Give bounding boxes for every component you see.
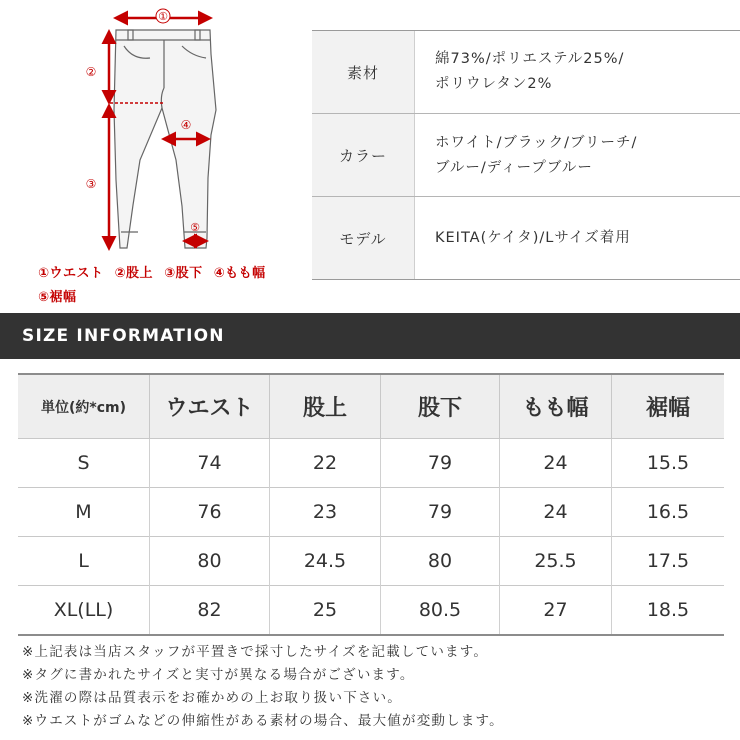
note-line: ※タグに書かれたサイズと実寸が異なる場合がございます。 — [22, 667, 415, 683]
header-hem: 裾幅 — [612, 374, 725, 439]
table-cell: 80 — [150, 537, 270, 586]
note-line: ※ウエストがゴムなどの伸縮性がある素材の場合、最大値が変動します。 — [22, 713, 504, 729]
spec-value-color — [415, 114, 740, 197]
legend-line-2 — [38, 286, 77, 305]
spec-key-material: 素材 — [312, 31, 415, 113]
size-table — [18, 373, 724, 636]
legend-hem: ⑤裾幅 — [38, 290, 77, 305]
table-cell: 76 — [150, 488, 270, 537]
marker-1: ① — [158, 10, 168, 23]
table-cell: 16.5 — [612, 488, 725, 537]
spec-key-model: モデル — [312, 197, 415, 279]
table-cell: 74 — [150, 439, 270, 488]
table-cell: 27 — [500, 586, 612, 636]
note-line: ※上記表は当店スタッフが平置きで採寸したサイズを記載しています。 — [22, 644, 489, 660]
table-cell: 25.5 — [500, 537, 612, 586]
table-cell: 24.5 — [270, 537, 381, 586]
legend-thigh: ④もも幅 — [213, 266, 266, 281]
table-cell: 24 — [500, 439, 612, 488]
table-cell: 22 — [270, 439, 381, 488]
notes — [22, 641, 504, 733]
table-cell: 79 — [381, 488, 500, 537]
legend-rise: ②股上 — [114, 266, 154, 281]
size-table-header — [18, 374, 724, 439]
table-cell: 25 — [270, 586, 381, 636]
header-waist: ウエスト — [150, 374, 270, 439]
marker-5: ⑤ — [190, 221, 200, 234]
size-label: S — [18, 439, 150, 488]
table-row — [18, 488, 724, 537]
header-inseam: 股下 — [381, 374, 500, 439]
table-cell: 23 — [270, 488, 381, 537]
table-row — [18, 586, 724, 636]
spec-model-line-1: KEITA(ケイタ)/Lサイズ着用 — [435, 229, 631, 246]
spec-key-color: カラー — [312, 114, 415, 197]
spec-table — [312, 30, 740, 280]
table-row — [18, 439, 724, 488]
table-row — [18, 537, 724, 586]
spec-color-line-2: ブルー/ディープブルー — [435, 159, 593, 176]
legend-line-1 — [38, 262, 266, 281]
spec-row-model — [312, 196, 740, 279]
pants-illustration — [0, 0, 300, 260]
table-cell: 82 — [150, 586, 270, 636]
spec-color-line-1: ホワイト/ブラック/ブリーチ/ — [435, 134, 638, 151]
legend-waist: ①ウエスト — [38, 266, 104, 281]
header-rise: 股上 — [270, 374, 381, 439]
size-label: XL(LL) — [18, 586, 150, 636]
header-thigh: もも幅 — [500, 374, 612, 439]
spec-value-model — [415, 197, 740, 279]
table-cell: 17.5 — [612, 537, 725, 586]
spec-material-line-2: ポリウレタン2% — [435, 76, 553, 92]
size-label: L — [18, 537, 150, 586]
table-cell: 18.5 — [612, 586, 725, 636]
table-cell: 79 — [381, 439, 500, 488]
table-cell: 80.5 — [381, 586, 500, 636]
marker-2: ② — [85, 65, 97, 79]
table-cell: 15.5 — [612, 439, 725, 488]
size-information-banner: SIZE INFORMATION — [0, 313, 740, 359]
header-unit: 単位(約*cm) — [18, 374, 150, 439]
spec-row-material — [312, 31, 740, 113]
table-cell: 80 — [381, 537, 500, 586]
spec-material-line-1: 綿73%/ポリエステル25%/ — [435, 51, 625, 67]
table-cell: 24 — [500, 488, 612, 537]
size-label: M — [18, 488, 150, 537]
marker-3: ③ — [85, 177, 97, 191]
legend-inseam: ③股下 — [164, 266, 203, 281]
note-line: ※洗濯の際は品質表示をお確かめの上お取り扱い下さい。 — [22, 690, 403, 706]
marker-4: ④ — [180, 118, 192, 132]
spec-row-color — [312, 113, 740, 197]
measurement-diagram — [0, 0, 300, 310]
spec-value-material — [415, 31, 740, 113]
